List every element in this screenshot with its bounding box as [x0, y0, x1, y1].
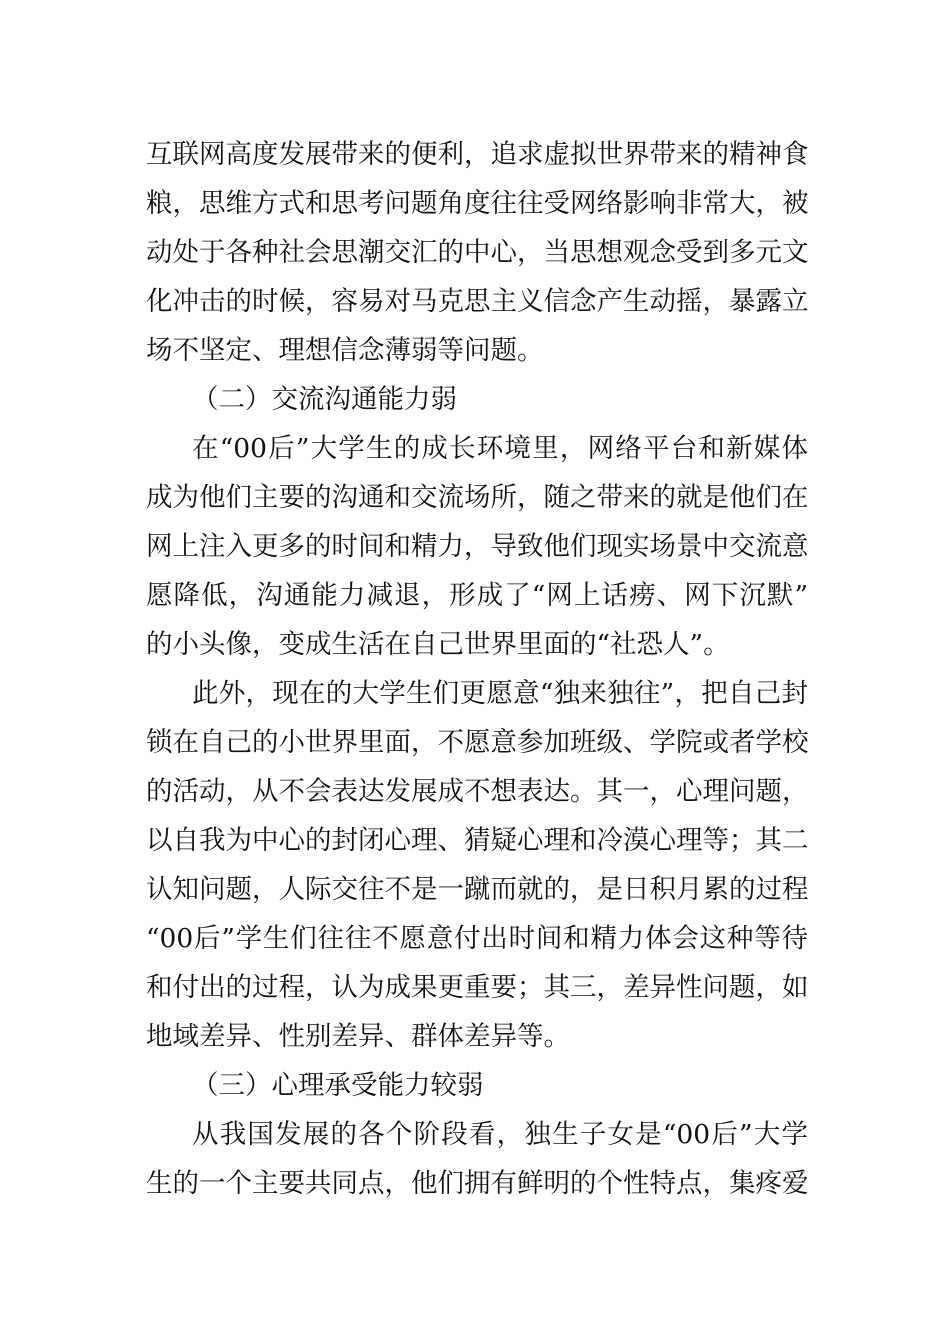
paragraph-line: 的活动，从不会表达发展成不想表达。其一，心理问题，: [146, 776, 809, 807]
paragraph-line: 地域差异、性别差异、群体差异等。: [146, 1021, 570, 1052]
paragraph-line: 认知问题，人际交往不是一蹴而就的，是日积月累的过程: [146, 874, 809, 905]
paragraph-line: 互联网高度发展带来的便利，追求虚拟世界带来的精神食: [146, 139, 809, 170]
paragraph-line: 愿降低，沟通能力减退，形成了“网上话痨、网下沉默”: [146, 580, 808, 611]
paragraph-line: 生的一个主要共同点，他们拥有鲜明的个性特点，集疼爱: [146, 1168, 809, 1199]
section-heading: （三）心理承受能力较弱: [192, 1070, 484, 1101]
paragraph-line: 成为他们主要的沟通和交流场所，随之带来的就是他们在: [146, 482, 809, 513]
paragraph-line: 从我国发展的各个阶段看，独生子女是“00后”大学: [192, 1119, 808, 1150]
paragraph-line: 锁在自己的小世界里面，不愿意参加班级、学院或者学校: [146, 727, 809, 758]
paragraph-line: 粮，思维方式和思考问题角度往往受网络影响非常大，被: [146, 188, 809, 219]
paragraph-line: 在“00后”大学生的成长环境里，网络平台和新媒体: [192, 433, 808, 464]
paragraph-line: 网上注入更多的时间和精力，导致他们现实场景中交流意: [146, 531, 809, 562]
paragraph-line: “00后”学生们往往不愿意付出时间和精力体会这种等待: [146, 923, 808, 954]
paragraph-line: 场不坚定、理想信念薄弱等问题。: [146, 335, 544, 366]
paragraph-line: 和付出的过程，认为成果更重要；其三，差异性问题，如: [146, 972, 809, 1003]
paragraph-line: 此外，现在的大学生们更愿意“独来独往”，把自己封: [192, 678, 808, 709]
paragraph-line: 动处于各种社会思潮交汇的中心，当思想观念受到多元文: [146, 237, 809, 268]
document-body: [146, 130, 808, 1208]
paragraph-line: 以自我为中心的封闭心理、猜疑心理和冷漠心理等；其二: [146, 825, 809, 856]
paragraph-line: 的小头像，变成生活在自己世界里面的“社恐人”。: [146, 629, 730, 660]
section-heading: （二）交流沟通能力弱: [192, 384, 457, 415]
paragraph-line: 化冲击的时候，容易对马克思主义信念产生动摇，暴露立: [146, 286, 809, 317]
